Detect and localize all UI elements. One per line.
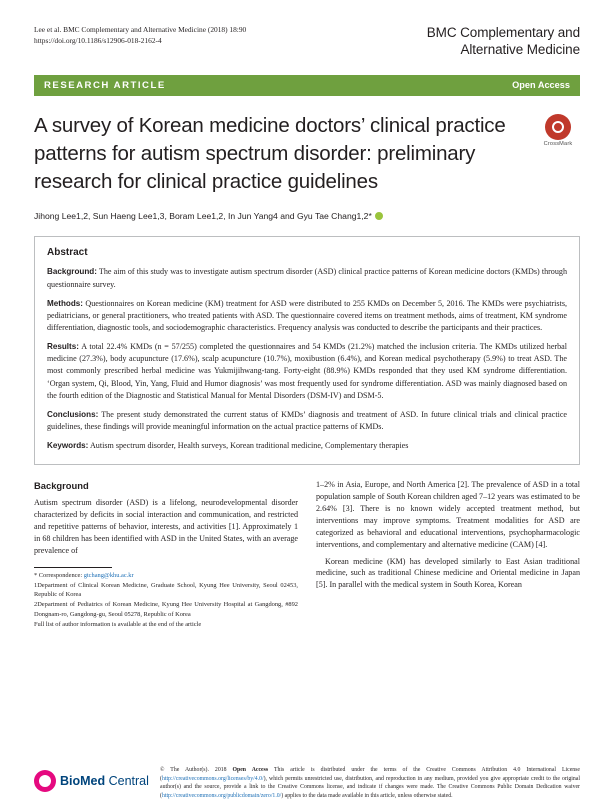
- biomed-central-logo[interactable]: [34, 766, 150, 792]
- journal-title-line2: Alternative Medicine: [460, 42, 580, 58]
- section-heading-background: Background: [34, 480, 89, 492]
- license-text-3: ) applies to the data made available in this article, unless otherwise stated.: [281, 792, 453, 799]
- citation-journal: Lee et al. BMC Complementary and Alternative Medicine: [34, 25, 206, 34]
- copyright-text: © The Author(s). 2018: [160, 767, 233, 774]
- body-column-right: [316, 479, 580, 630]
- affiliation-2: 2Department of Pediatrics of Korean Medicine, Kyung Hee University Hospital at Gangdong, #892 Dongnam-ro, Gangdong-gu, Seoul 05278, Republic of Korea: [34, 601, 298, 618]
- footnote-divider: [34, 567, 112, 568]
- abstract-conclusions-text: The present study demonstrated the current status of KMDs’ diagnosis and treatment of ASD. In future clinical trials and clinical practice guidelines, these findings will provide meaningful information on the actual practice patterns of KMDs.: [47, 409, 567, 431]
- abstract-keywords-text: Autism spectrum disorder, Health surveys, Korean traditional medicine, Complementary therapies: [88, 441, 409, 451]
- author-names: Jihong Lee1,2, Sun Haeng Lee1,3, Boram Lee1,2, In Jun Yang4 and Gyu Tae Chang1,2*: [34, 211, 372, 222]
- crossmark-icon[interactable]: [536, 114, 580, 147]
- author-footnotes: [34, 567, 298, 629]
- abstract-conclusions: [47, 409, 567, 433]
- citation-line: [34, 24, 246, 35]
- crossmark-circle-icon: [545, 114, 571, 140]
- correspondence-email[interactable]: gtchang@khu.ac.kr: [83, 572, 134, 580]
- biomed-central-wordmark: [60, 775, 149, 788]
- body-paragraph: Korean medicine (KM) has developed similarly to East Asian traditional medicine, such as traditional Chinese medicine and Oriental medicine in Japan [5]. In parallel with the medical system in South Korea, Korean: [316, 556, 580, 590]
- correspondence-label: * Correspondence:: [34, 572, 83, 580]
- abstract-keywords: [47, 440, 567, 452]
- journal-title-line1: BMC Complementary and: [426, 25, 580, 40]
- abstract-methods-label: Methods:: [47, 298, 83, 308]
- body-paragraph: Autism spectrum disorder (ASD) is a lifelong, neurodevelopmental disorder characterized by deficits in social interaction and communication, and restricted and repetitive patterns of behavior, interests, and activities [1]. Approximately 1 in 68 children has been identified with ASD in the United States, with an average prevalence of: [34, 498, 298, 555]
- license-link-cc-by[interactable]: http://creativecommons.org/licenses/by/4.0/: [161, 775, 264, 782]
- abstract-results-text: A total 22.4% KMDs (n = 57/255) completed the questionnaires and 54 KMDs (21.2%) matched the inclusion criteria. The KMDs utilized herbal medicine (27.3%), body acupuncture (17.6%), scalp acupuncture (10.7%), moxibustion (6.4%), and Korean medical psychotherapy (5.9%) to treat ASD. The most commonly prescribed herbal medicine was Yukmijihwang-tang. Forty-eight (88.9%) KMDs responded that they used KM syndrome differentiation. ‘Organ system, Qi, Blood, Yin, Yang, Fluid and Humor diagnosis’ was most frequently used for syndrome differentiation. ASD was mainly diagnosed based on the fourth edition of the Diagnostic and Statistical Manual for Mental Disorders (DSM-IV) and DSM-5.: [47, 342, 567, 400]
- abstract-keywords-label: Keywords:: [47, 441, 89, 451]
- orcid-icon[interactable]: [375, 212, 383, 220]
- abstract-heading: Abstract: [47, 247, 88, 259]
- logo-bio: Bio: [60, 774, 81, 789]
- body-columns: [34, 479, 580, 630]
- logo-med: Med: [80, 774, 106, 789]
- citation-block: [34, 24, 246, 47]
- abstract-background: [47, 266, 567, 290]
- biomed-central-mark-icon: [34, 770, 56, 792]
- abstract-results: [47, 341, 567, 402]
- citation-year: (2018) 18:90: [207, 25, 247, 34]
- page-header: [34, 0, 580, 59]
- affiliation-1: 1Department of Clinical Korean Medicine, Graduate School, Kyung Hee University, Seoul 02453, Republic of Korea: [34, 582, 298, 599]
- page-title: A survey of Korean medicine doctors’ clinical practice patterns for autism spectrum disorder: preliminary research for clinical practice guidelines: [34, 113, 506, 194]
- abstract-background-label: Background:: [47, 267, 97, 277]
- correspondence-line: [34, 571, 298, 580]
- author-list: [34, 210, 580, 222]
- license-footer: [34, 766, 580, 800]
- license-link-cc-zero[interactable]: http://creativecommons.org/publicdomain/zero/1.0/: [161, 792, 282, 799]
- abstract-conclusions-label: Conclusions:: [47, 409, 99, 419]
- crossmark-label: CrossMark: [543, 140, 573, 147]
- logo-central: Central: [105, 774, 149, 789]
- body-column-left: [34, 479, 298, 630]
- license-text-2: ), which permits unrestricted use, distribution, and reproduction in any medium, provided you give appropriate credit to the original author(s) and the source, provide a link to the Creative Commons license, and indicate if changes were made. The Creative Commons Public Domain Dedication waiver (: [160, 775, 580, 799]
- article-type-banner: [34, 75, 580, 96]
- abstract-methods-text: Questionnaires on Korean medicine (KM) treatment for ASD were distributed to 255 KMDs on December 5, 2016. The KMDs were psychiatrists, pediatricians, or general practitioners, who treated patients with ASD. The questionnaire covered items on treatment methods, aims of treatment, KM syndrome differentiation, diagnostic tools, and sociodemographic characteristics. Frequency analysis was conducted to describe the participants and their practices.: [47, 298, 567, 332]
- journal-masthead: [427, 24, 580, 59]
- open-access-label: Open Access: [512, 80, 570, 91]
- full-author-list-note: Full list of author information is available at the end of the article: [34, 620, 202, 628]
- abstract-methods: [47, 298, 567, 334]
- open-access-text: Open Access: [232, 767, 269, 774]
- license-text-1: This article is distributed under the terms of the Creative Commons Attribution 4.0 International License (: [160, 767, 581, 782]
- doi-line[interactable]: https://doi.org/10.1186/s12906-018-2162-4: [34, 36, 162, 46]
- abstract-results-label: Results:: [47, 342, 79, 352]
- abstract-background-text: The aim of this study was to investigate autism spectrum disorder (ASD) clinical practice patterns of Korean medicine doctors (KMDs) through questionnaire survey.: [47, 267, 567, 289]
- title-section: [34, 112, 580, 197]
- body-paragraph: 1–2% in Asia, Europe, and North America [2]. The prevalence of ASD in a total population sample of South Korean children aged 7–12 years was estimated to be 2.64% [3]. There is no known widely accepted treatment method, but interventions may improve symptoms. Treatment modalities for ASD are categorized as behavioral and educational interventions, psychopharmacologic interventions, and complementary and alternative medicine (CAM) [4].: [316, 480, 580, 549]
- abstract-box: [34, 236, 580, 465]
- article-type-label: RESEARCH ARTICLE: [44, 79, 166, 91]
- license-text: [160, 766, 580, 800]
